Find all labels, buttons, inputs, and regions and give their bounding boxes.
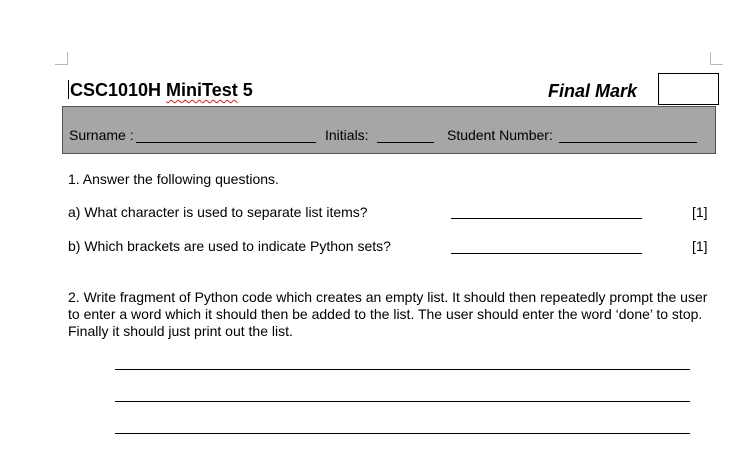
answer-line[interactable] bbox=[115, 433, 690, 434]
title-suffix: 5 bbox=[237, 80, 253, 100]
student-info-bar bbox=[62, 106, 716, 154]
document-title[interactable] bbox=[68, 80, 253, 101]
student-number-field[interactable] bbox=[559, 142, 697, 143]
surname-field[interactable] bbox=[136, 142, 316, 143]
answer-line[interactable] bbox=[115, 369, 690, 370]
initials-label: Initials: bbox=[325, 127, 369, 143]
question1b-marks: [1] bbox=[692, 238, 708, 254]
title-prefix: CSC1010H bbox=[70, 80, 167, 100]
question1a-answer-line[interactable] bbox=[451, 218, 642, 219]
question1a-marks: [1] bbox=[692, 204, 708, 220]
surname-label: Surname : bbox=[69, 127, 134, 143]
page-corner-top-left bbox=[55, 52, 68, 65]
answer-line[interactable] bbox=[115, 401, 690, 402]
question1b-text: b) Which brackets are used to indicate Python sets? bbox=[68, 238, 391, 254]
title-spellcheck-word[interactable]: MiniTest bbox=[166, 80, 238, 100]
initials-field[interactable] bbox=[377, 142, 434, 143]
final-mark-label: Final Mark bbox=[548, 81, 638, 101]
question2-prompt: 2. Write fragment of Python code which creates an empty list. It should then repeatedly prompt the user to enter a word which it should then be added to the list. The user should enter the word ‘done’ to stop. Finally it should just print out the list. bbox=[68, 289, 708, 339]
student-number-label: Student Number: bbox=[447, 127, 553, 143]
question1-prompt: 1. Answer the following questions. bbox=[68, 171, 279, 187]
page-corner-top-right bbox=[710, 52, 723, 65]
text-cursor bbox=[68, 80, 69, 99]
question1a-text: a) What character is used to separate list items? bbox=[68, 204, 368, 220]
final-mark-box[interactable] bbox=[658, 73, 719, 105]
question1b-answer-line[interactable] bbox=[451, 253, 642, 254]
